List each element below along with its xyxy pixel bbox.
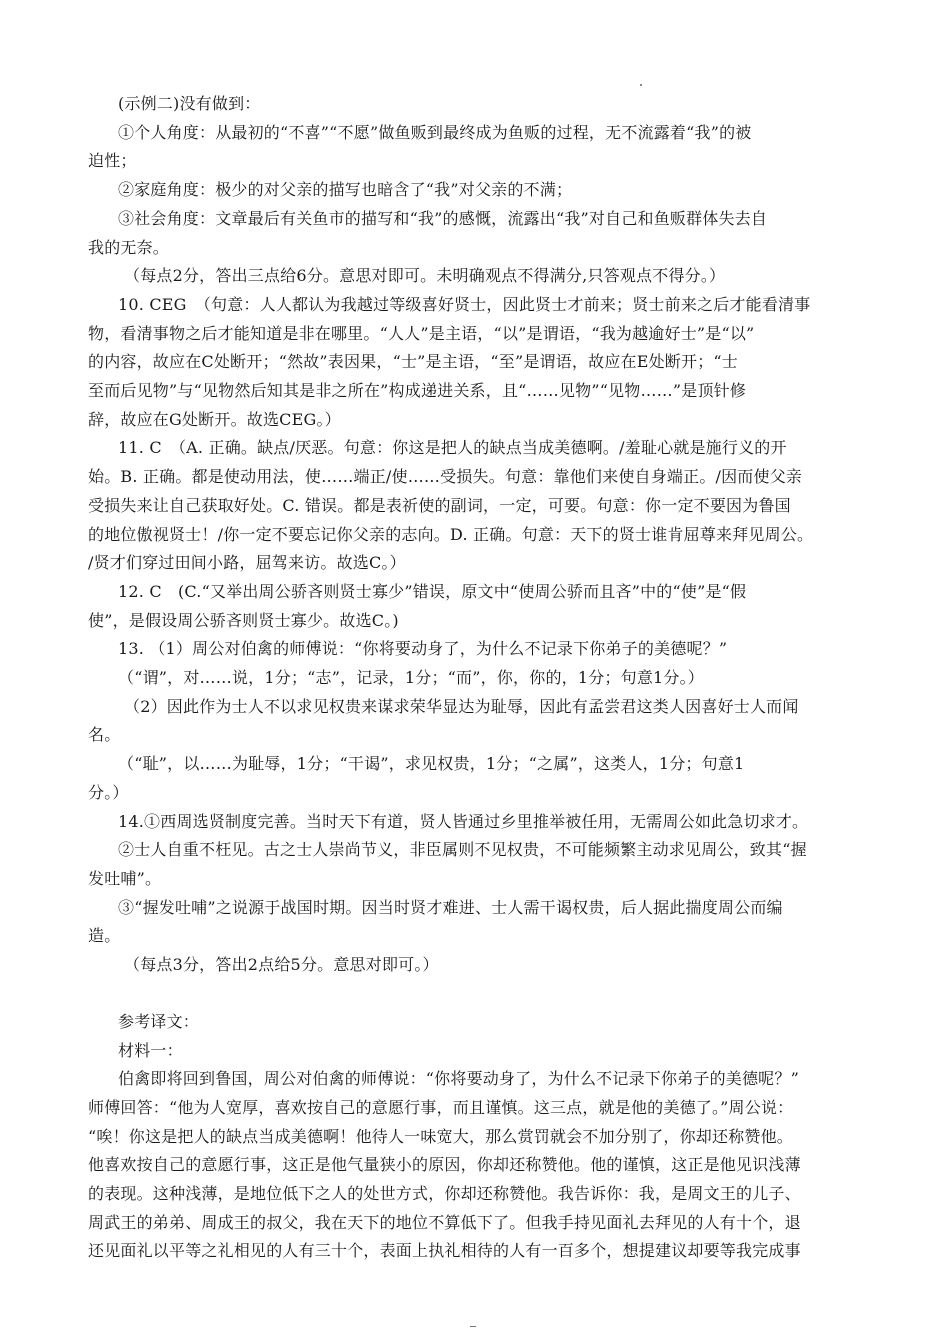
text-line: 发吐哺”。 (88, 868, 162, 888)
text-line: “唉！你这是把人的缺点当成美德啊！他待人一味宽大，那么赏罚就会不加分别了，你却还称赞他。 (88, 1126, 793, 1146)
text-line: ②家庭角度：极少的对父亲的描写也暗含了“我”对父亲的不满； (118, 180, 573, 200)
text-line: (示例二)没有做到： (118, 94, 261, 113)
text-line: ①个人角度：从最初的“不喜”“不愿”做鱼贩到最终成为鱼贩的过程，无不流露着“我”的被 (118, 122, 752, 142)
text-line: 造。 (88, 926, 121, 946)
text-line: 师傅回答：“他为人宽厚，喜欢按自己的意愿行事，而且谨慎。这三点，就是他的美德了。”周公说： (88, 1097, 794, 1117)
text-line: 的地位傲视贤士！/你一定不要忘记你父亲的志向。D. 正确。句意：天下的贤士谁肯屈尊来拜见周公。 (88, 524, 814, 544)
text-line: 11. C （A. 正确。缺点/厌恶。句意：你这是把人的缺点当成美德啊。/羞耻心就是施行义的开 (118, 438, 787, 458)
text-line: 10. CEG （句意：人人都认为我越过等级喜好贤士，因此贤士才前来；贤士前来之后才能看清事 (118, 294, 811, 314)
text-line: 参考译文： (118, 1011, 200, 1031)
text-line: ③社会角度：文章最后有关鱼市的描写和“我”的感慨，流露出“我”对自己和鱼贩群体失去自 (118, 208, 768, 228)
text-line: （“谓”，对……说，1分；“志”，记录，1分；“而”，你，你的，1分；句意1分。） (118, 668, 704, 688)
text-line: （每点3分，答出2点给5分。意思对即可。） (124, 955, 439, 975)
text-line: 材料一： (118, 1040, 183, 1060)
text-line: （每点2分，答出三点给6分。意思对即可。未明确观点不得满分,只答观点不得分。） (124, 266, 726, 286)
document-page (88, 90, 854, 1266)
text-line: 辞，故应在G处断开。故选CEG。） (88, 409, 341, 429)
text-line: /贤才们穿过田间小路，屈驾来访。故选C。） (88, 553, 406, 573)
text-line: （“耻”，以……为耻辱，1分；“干谒”，求见权贵，1分；“之属”，这类人，1分；句意1 (118, 754, 745, 774)
text-line: 的内容，故应在C处断开；“然故”表因果，“士”是主语，“至”是谓语，故应在E处断开；“士 (88, 352, 738, 372)
text-line: 他喜欢按自己的意愿行事，这正是他气量狭小的原因，你却还称赞他。他的谨慎，这正是他见识浅薄 (88, 1155, 801, 1175)
text-line: 名。 (88, 725, 121, 745)
paragraph-gap (88, 980, 854, 1008)
text-line: 分。） (88, 782, 129, 802)
text-line: 14.①西周选贤制度完善。当时天下有道，贤人皆通过乡里推举被任用，无需周公如此急切求才。 (118, 811, 809, 831)
text-line: ②士人自重不枉见。古之士人崇尚节义，非臣属则不见权贵，不可能频繁主动求见周公，致其“握 (118, 840, 807, 860)
scan-dot-mark (640, 84, 642, 86)
text-line: 受损失来让自己获取好处。C. 错误。都是表祈使的副词，一定，可要。句意：你一定不要因为鲁国 (88, 495, 791, 515)
text-line: 伯禽即将回到鲁国，周公对伯禽的师傅说：“你将要动身了，为什么不记录下你弟子的美德呢？” (118, 1069, 799, 1089)
text-line: （2）因此作为士人不以求见权贵来谋求荣华显达为耻辱，因此有孟尝君这类人因喜好士人而闻 (124, 696, 799, 716)
text-line: 的表现。这种浅薄，是地位低下之人的处世方式，你却还称赞他。我告诉你：我，是周文王的儿子、 (88, 1184, 801, 1204)
text-line: 始。B. 正确。都是使动用法，使……端正/使……受损失。句意：靠他们来使自身端正。/因而使父亲 (88, 467, 803, 487)
text-line: 使”，是假设周公骄吝则贤士寡少。故选C。) (88, 610, 399, 630)
text-line: 12. C (C.“又举出周公骄吝则贤士寡少”错误，原文中“使周公骄而且吝”中的“使”是“假 (118, 581, 747, 601)
text-line: 还见面礼以平等之礼相见的人有三十个，表面上执礼相待的人有一百多个，想提建议却要等我完成事 (88, 1241, 801, 1261)
text-line: 13. （1）周公对伯禽的师傅说：“你将要动身了，为什么不记录下你弟子的美德呢？” (118, 639, 728, 659)
text-line: 物，看清事物之后才能知道是非在哪里。“人人”是主语，“以”是谓语，“我为越逾好士”是“以” (88, 323, 755, 343)
scan-dash-mark (470, 1326, 476, 1327)
text-line: 周武王的弟弟、周成王的叔父，我在天下的地位不算低下了。但我手持见面礼去拜见的人有十个，退 (88, 1212, 801, 1232)
text-line: 迫性； (88, 151, 137, 171)
text-line: 至而后见物”与“见物然后知其是非之所在”构成递进关系，且“……见物”“见物……”是顶针修 (88, 381, 747, 401)
text-line: 我的无奈。 (88, 237, 170, 257)
text-line: ③“握发吐哺”之说源于战国时期。因当时贤才难进、士人需干谒权贵，后人据此揣度周公而编 (118, 897, 783, 917)
